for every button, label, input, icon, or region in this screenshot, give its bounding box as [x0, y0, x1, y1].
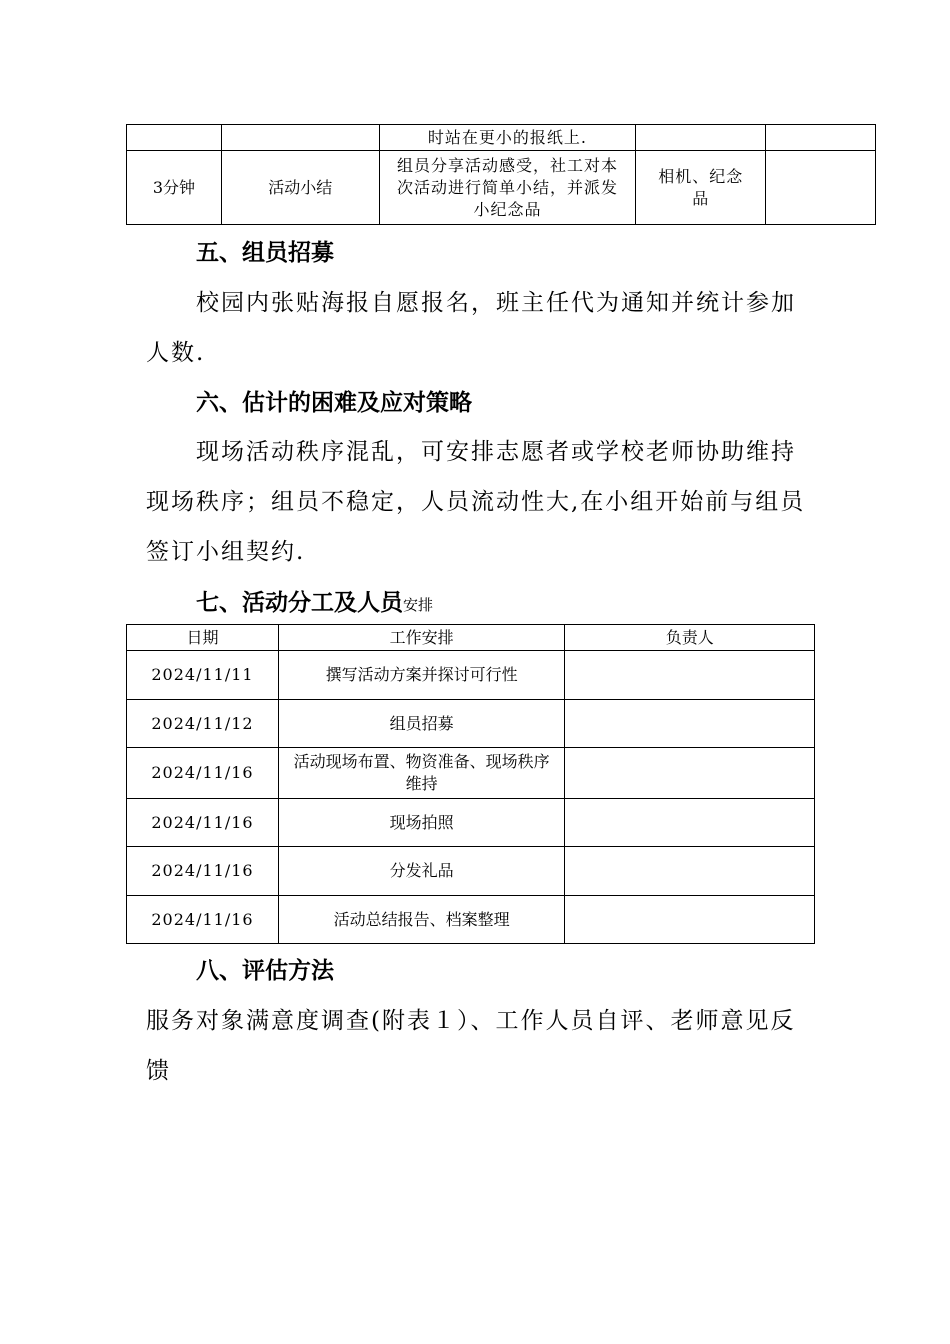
division-heading-text: 七、活动分工及人员: [196, 590, 403, 616]
time-cell: 3分钟: [127, 151, 222, 225]
header-owner: 负责人: [565, 625, 815, 651]
note-cell: [766, 125, 876, 151]
date-cell: 2024/11/16: [127, 799, 279, 847]
owner-cell: [565, 896, 815, 944]
note-cell: [766, 151, 876, 225]
header-date: 日期: [127, 625, 279, 651]
owner-cell: [565, 748, 815, 799]
task-cell: 活动现场布置、物资准备、现场秩序维持: [278, 748, 565, 799]
section-heading-difficulties: 六、估计的困难及应对策略: [196, 390, 472, 416]
desc-cell: 时站在更小的报纸上.: [379, 125, 636, 151]
header-task: 工作安排: [278, 625, 565, 651]
owner-cell: [565, 847, 815, 896]
task-cell: 组员招募: [278, 700, 565, 748]
date-cell: 2024/11/16: [127, 847, 279, 896]
desc-cell: 组员分享活动感受，社工对本次活动进行简单小结，并派发小纪念品: [379, 151, 636, 225]
evaluation-paragraph: 服务对象满意度调查(附表１）、工作人员自评、老师意见反馈: [146, 1008, 796, 1084]
materials-cell: 相机、纪念品: [636, 151, 766, 225]
content-cell: [221, 125, 379, 151]
section-heading-division: [196, 588, 433, 620]
table-row: [127, 651, 815, 700]
date-cell: 2024/11/12: [127, 700, 279, 748]
owner-cell: [565, 799, 815, 847]
recruitment-text: 校园内张贴海报自愿报名，班主任代为通知并统计参加人数.: [146, 290, 796, 366]
materials-cell: [636, 125, 766, 151]
task-cell: 分发礼品: [278, 847, 565, 896]
task-cell: 撰写活动方案并探讨可行性: [278, 651, 565, 700]
division-of-work-table: [126, 624, 815, 944]
table-header-row: [127, 625, 815, 651]
date-cell: 2024/11/16: [127, 748, 279, 799]
table-row: [127, 125, 876, 151]
recruitment-paragraph: [146, 278, 816, 378]
table-row: [127, 700, 815, 748]
date-cell: 2024/11/11: [127, 651, 279, 700]
difficulties-paragraph: [146, 427, 816, 577]
task-cell: 现场拍照: [278, 799, 565, 847]
owner-cell: [565, 700, 815, 748]
difficulties-text: 现场活动秩序混乱，可安排志愿者或学校老师协助维持现场秩序；组员不稳定，人员流动性大,在小组开始前与组员签订小组契约.: [146, 439, 806, 565]
table-row: [127, 748, 815, 799]
table-row: [127, 799, 815, 847]
table-row: [127, 896, 815, 944]
section-heading-evaluation: 八、评估方法: [196, 958, 334, 984]
content-cell: 活动小结: [221, 151, 379, 225]
division-heading-suffix: 安排: [403, 596, 434, 614]
table-row: [127, 151, 876, 225]
activity-schedule-table: [126, 124, 876, 225]
task-cell: 活动总结报告、档案整理: [278, 896, 565, 944]
owner-cell: [565, 651, 815, 700]
date-cell: 2024/11/16: [127, 896, 279, 944]
section-heading-recruitment: 五、组员招募: [196, 240, 334, 266]
time-cell: [127, 125, 222, 151]
table-row: [127, 847, 815, 896]
